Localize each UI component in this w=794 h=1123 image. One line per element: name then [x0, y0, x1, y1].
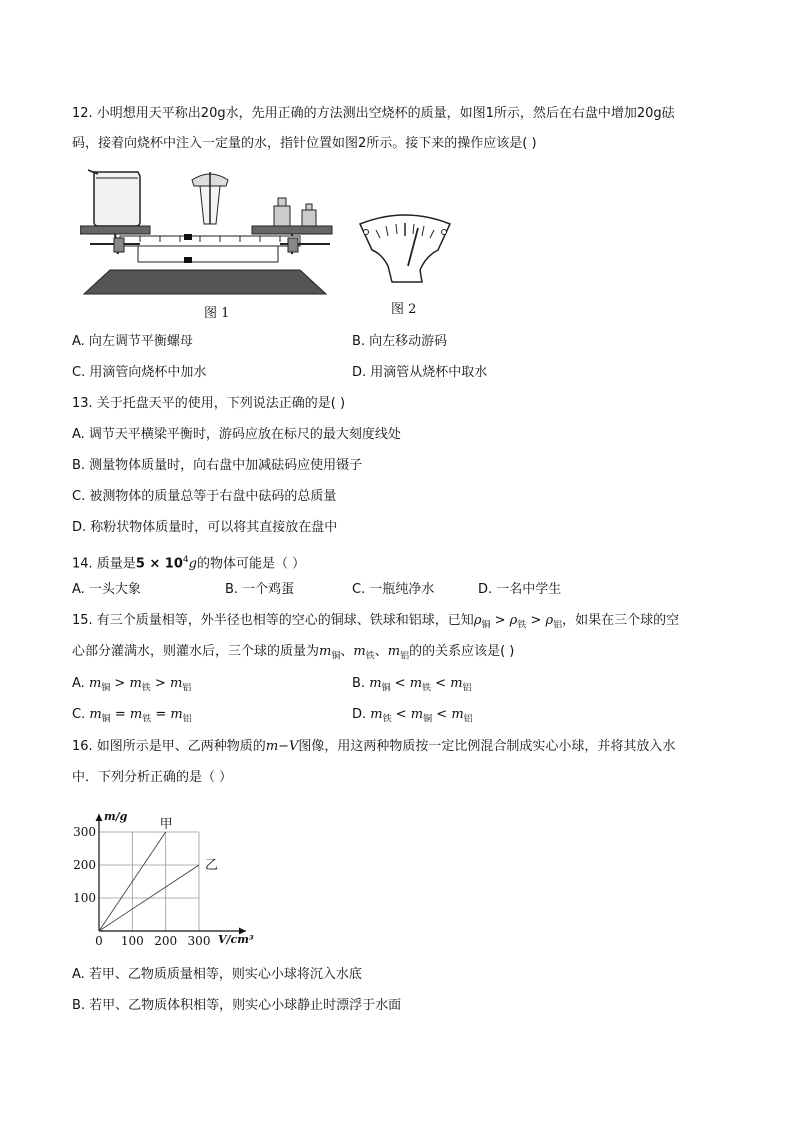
- q13-option-d: D. 称粉状物体质量时，可以将其直接放在盘中: [72, 520, 338, 535]
- q12-option-d: D. 用滴管从烧杯中取水: [352, 365, 488, 380]
- q16-stem-line2: 中．下列分析正确的是（ ）: [72, 770, 233, 785]
- y-tick-label: 100: [73, 891, 96, 905]
- q14-option-c: C. 一瓶纯净水: [352, 582, 435, 597]
- q15-option-d: D. $m_铁 < m_铜 < m_铝$: [352, 707, 473, 725]
- pointer-scale-icon: [192, 172, 228, 224]
- beaker-icon: [88, 170, 140, 226]
- q13-option-b: B. 测量物体质量时，向右盘中加减砝码应使用镊子: [72, 458, 363, 473]
- y-tick-label: 200: [73, 858, 96, 872]
- q13-stem: 13. 关于托盘天平的使用，下列说法正确的是( ): [72, 396, 346, 411]
- series-label-2: 乙: [205, 858, 219, 873]
- q12-option-b: B. 向左移动游码: [352, 334, 448, 349]
- x-tick-label: 0: [95, 934, 103, 948]
- q14-mass-value: 5 × 10: [135, 556, 183, 572]
- balance-scale-figure: [80, 164, 340, 300]
- q16-option-b: B. 若甲、乙物质体积相等，则实心小球静止时漂浮于水面: [72, 998, 402, 1013]
- q14-stem: 14. 质量是$5 \times 10^4g$的物体可能是（ ）: [72, 555, 306, 572]
- q12-option-a: A. 向左调节平衡螺母: [72, 334, 193, 349]
- q15-option-b: B. $m_铜 < m_铁 < m_铝$: [352, 676, 472, 694]
- q15-option-a: A. $m_铜 > m_铁 > m_铝$: [72, 676, 192, 694]
- q16-stem-line1: 16. 如图所示是甲、乙两种物质的m−V图像，用这两种物质按一定比例混合制成实心小球，并将其放入水: [72, 739, 676, 754]
- figure1-label: 图 1: [204, 306, 230, 321]
- x-tick-label: 300: [187, 934, 211, 948]
- q13-option-a: A. 调节天平横梁平衡时，游码应放在标尺的最大刻度线处: [72, 427, 401, 442]
- weight-icon: [274, 198, 316, 226]
- q15-stem-line2: 心部分灌满水，则灌水后，三个球的质量为$m_铜$、$m_铁$、$m_铝$的的关系应该是( ): [72, 644, 515, 662]
- x-tick-label: 200: [154, 934, 178, 948]
- q12-stem-line1: 12. 小明想用天平称出20g水，先用正确的方法测出空烧杯的质量，如图1所示，然后在右盘中增加20g砝: [72, 106, 675, 121]
- chart-grid: [99, 832, 199, 931]
- q15-stem-line1: 15. 有三个质量相等，外半径也相等的空心的铜球、铁球和铝球，已知$\rho_铜 > \rho_铁 > \rho_铝$，如果在三个球的空: [72, 613, 680, 631]
- series-label-1: 甲: [159, 817, 173, 832]
- figure2-label: 图 2: [391, 302, 417, 317]
- pointer-position-figure: [356, 210, 454, 284]
- q12-option-c: C. 用滴管向烧杯中加水: [72, 365, 207, 380]
- q13-option-c: C. 被测物体的质量总等于右盘中砝码的总质量: [72, 489, 337, 504]
- y-axis-label: m/g: [104, 810, 128, 823]
- q16-option-a: A. 若甲、乙物质质量相等，则实心小球将沉入水底: [72, 967, 362, 982]
- q15-option-c: C. $m_铜 = m_铁 = m_铝$: [72, 707, 192, 725]
- q14-option-d: D. 一名中学生: [478, 582, 562, 597]
- mass-volume-chart: [66, 800, 266, 952]
- q14-option-a: A. 一头大象: [72, 582, 141, 597]
- q14-option-b: B. 一个鸡蛋: [225, 582, 295, 597]
- q12-stem-line2: 码，接着向烧杯中注入一定量的水，指针位置如图2所示。接下来的操作应该是( ): [72, 136, 537, 151]
- x-axis-label: V/cm³: [218, 933, 254, 946]
- y-tick-label: 300: [73, 825, 96, 839]
- x-tick-label: 100: [120, 934, 144, 948]
